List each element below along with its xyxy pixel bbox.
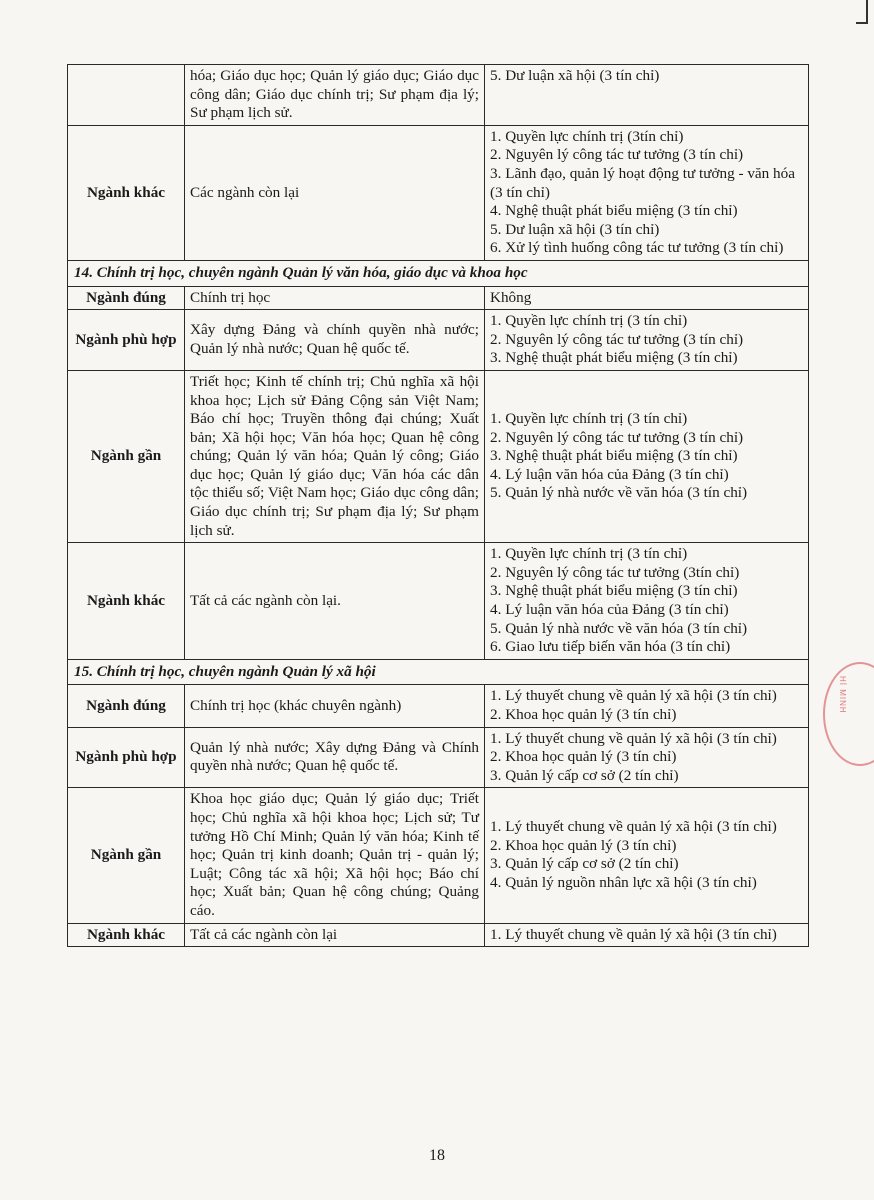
course-item: 5. Quản lý nhà nước về văn hóa (3 tín chỉ): [490, 619, 748, 637]
course-item: 1. Quyền lực chính trị (3 tín chỉ): [490, 312, 688, 330]
course-item: 2. Nguyên lý công tác tư tưởng (3tín chỉ): [490, 563, 740, 581]
table-row: [68, 727, 809, 788]
course-item: 3. Nghệ thuật phát biểu miệng (3 tín chỉ): [490, 349, 738, 367]
major-category-cell: Ngành khác: [68, 125, 185, 260]
section-heading: 14. Chính trị học, chuyên ngành Quản lý văn hóa, giáo dục và khoa học: [68, 260, 809, 286]
course-item: 3. Nghệ thuật phát biểu miệng (3 tín chỉ): [490, 582, 738, 600]
supplementary-courses-cell: [485, 685, 809, 727]
curriculum-table: [67, 64, 809, 947]
supplementary-courses-cell: [485, 788, 809, 923]
course-item: 5. Dư luận xã hội (3 tín chỉ): [490, 67, 660, 84]
table-row: [68, 286, 809, 310]
major-category-cell: Ngành khác: [68, 543, 185, 660]
table-row: [68, 788, 809, 923]
major-category-cell: Ngành gần: [68, 370, 185, 542]
course-item: 4. Quản lý nguồn nhân lực xã hội (3 tín chỉ): [490, 874, 757, 892]
supplementary-courses-cell: [485, 286, 809, 310]
course-item: 1. Lý thuyết chung về quản lý xã hội (3 tín chỉ): [490, 925, 777, 943]
supplementary-courses-cell: [485, 923, 809, 947]
course-item: 2. Nguyên lý công tác tư tưởng (3 tín chỉ): [490, 330, 744, 348]
supplementary-courses-cell: [485, 370, 809, 542]
majors-text: Chính trị học (khác chuyên ngành): [190, 696, 402, 714]
course-item: 2. Khoa học quản lý (3 tín chỉ): [490, 836, 677, 854]
table-row: [68, 370, 809, 542]
majors-cell: [185, 543, 485, 660]
table-row: [68, 65, 809, 126]
course-item: 5. Quản lý nhà nước về văn hóa (3 tín chỉ): [490, 484, 748, 502]
red-stamp: [823, 662, 874, 766]
course-item: 6. Giao lưu tiếp biến văn hóa (3 tín chỉ): [490, 638, 731, 656]
page-number: 18: [429, 1147, 445, 1164]
stamp-text: HÍ MINH: [838, 676, 847, 714]
course-item: 2. Khoa học quản lý (3 tín chỉ): [490, 748, 677, 766]
majors-cell: [185, 286, 485, 310]
course-item: 2. Nguyên lý công tác tư tưởng (3 tín chỉ): [490, 428, 744, 446]
major-category-cell: Ngành đúng: [68, 685, 185, 727]
majors-text: Quản lý nhà nước; Xây dựng Đảng và Chính quyền nhà nước; Quan hệ quốc tế.: [190, 738, 479, 775]
majors-text: Xây dựng Đảng và chính quyền nhà nước; Quản lý nhà nước; Quan hệ quốc tế.: [190, 321, 479, 358]
course-item: 1. Lý thuyết chung về quản lý xã hội (3 tín chỉ): [490, 818, 777, 836]
course-item: 1. Lý thuyết chung về quản lý xã hội (3 tín chỉ): [490, 729, 777, 747]
course-item: 1. Quyền lực chính trị (3tín chỉ): [490, 127, 684, 145]
majors-cell: [185, 727, 485, 788]
majors-text: Triết học; Kinh tế chính trị; Chủ nghĩa xã hội khoa học; Lịch sử Đảng Cộng sản Việt Nam; Báo chí học; Truyền thông đại chúng; Xuất bản; Xã hội học; Văn hóa học; Quan hệ công chúng; Quản lý văn hóa; Quản lý công; Giáo dục học; Quản lý giáo dục; Văn hóa các dân tộc thiểu số; Việt Nam học; Giáo dục công dân; Giáo dục chính trị; Sư phạm địa lý; Sư phạm lịch sử.: [190, 372, 479, 539]
table-row: [68, 923, 809, 947]
table-row: [68, 685, 809, 727]
course-item: 4. Nghệ thuật phát biểu miệng (3 tín chỉ): [490, 202, 738, 220]
majors-cell: [185, 788, 485, 923]
majors-text: hóa; Giáo dục học; Quản lý giáo dục; Giáo dục công dân; Giáo dục chính trị; Sư phạm địa lý; Sư phạm lịch sử.: [190, 67, 479, 122]
majors-cell: [185, 310, 485, 371]
course-item: 4. Lý luận văn hóa của Đảng (3 tín chỉ): [490, 601, 729, 619]
course-item: 2. Nguyên lý công tác tư tưởng (3 tín chỉ): [490, 146, 744, 164]
majors-text: Khoa học giáo dục; Quản lý giáo dục; Triết học; Chủ nghĩa xã hội khoa học; Lịch sử; Tư tưởng Hồ Chí Minh; Quản lý văn hóa; Kinh tế học; Quản trị kinh doanh; Quản trị - quản lý; Luật; Công tác xã hội; Xã hội học; Báo chí học; Xuất bản; Quan hệ công chúng; Quảng cáo.: [190, 790, 479, 919]
major-category-cell: Ngành khác: [68, 923, 185, 947]
major-category-cell: [68, 65, 185, 126]
course-item: 3. Nghệ thuật phát biểu miệng (3 tín chỉ): [490, 447, 738, 465]
course-item: 4. Lý luận văn hóa của Đảng (3 tín chỉ): [490, 465, 729, 483]
major-category-cell: Ngành phù hợp: [68, 310, 185, 371]
majors-text: Tất cả các ngành còn lại: [190, 925, 338, 943]
course-item: 3. Lãnh đạo, quản lý hoạt động tư tưởng - văn hóa (3 tín chỉ): [490, 164, 795, 201]
supplementary-courses-cell: [485, 543, 809, 660]
section-heading-row: [68, 260, 809, 286]
course-item: 1. Quyền lực chính trị (3 tín chỉ): [490, 410, 688, 428]
course-item: 3. Quản lý cấp cơ sở (2 tín chỉ): [490, 766, 679, 784]
supplementary-courses-cell: [485, 310, 809, 371]
section-heading-row: [68, 659, 809, 685]
majors-cell: [185, 65, 485, 126]
major-category-cell: Ngành phù hợp: [68, 727, 185, 788]
course-item: 5. Dư luận xã hội (3 tín chỉ): [490, 220, 660, 238]
major-category-cell: Ngành gần: [68, 788, 185, 923]
table-body: [68, 65, 809, 947]
major-category-cell: Ngành đúng: [68, 286, 185, 310]
majors-cell: [185, 685, 485, 727]
supplementary-courses-cell: [485, 125, 809, 260]
table-row: [68, 125, 809, 260]
majors-text: Chính trị học: [190, 288, 271, 306]
majors-cell: [185, 125, 485, 260]
majors-cell: [185, 370, 485, 542]
table-row: [68, 543, 809, 660]
course-item: 1. Lý thuyết chung về quản lý xã hội (3 tín chỉ): [490, 687, 777, 705]
scan-edge-mark: [856, 0, 868, 24]
section-heading: 15. Chính trị học, chuyên ngành Quản lý xã hội: [68, 659, 809, 685]
supplementary-courses-cell: [485, 65, 809, 126]
table-row: [68, 310, 809, 371]
majors-cell: [185, 923, 485, 947]
course-item: 6. Xử lý tình huống công tác tư tưởng (3 tín chỉ): [490, 239, 784, 257]
supplementary-courses-cell: [485, 727, 809, 788]
course-item: 1. Quyền lực chính trị (3 tín chỉ): [490, 545, 688, 563]
majors-text: Tất cả các ngành còn lại.: [190, 591, 341, 609]
course-item: 3. Quản lý cấp cơ sở (2 tín chỉ): [490, 855, 679, 873]
course-item: 2. Khoa học quản lý (3 tín chỉ): [490, 706, 677, 723]
course-item: Không: [490, 288, 532, 306]
majors-text: Các ngành còn lại: [190, 183, 300, 201]
